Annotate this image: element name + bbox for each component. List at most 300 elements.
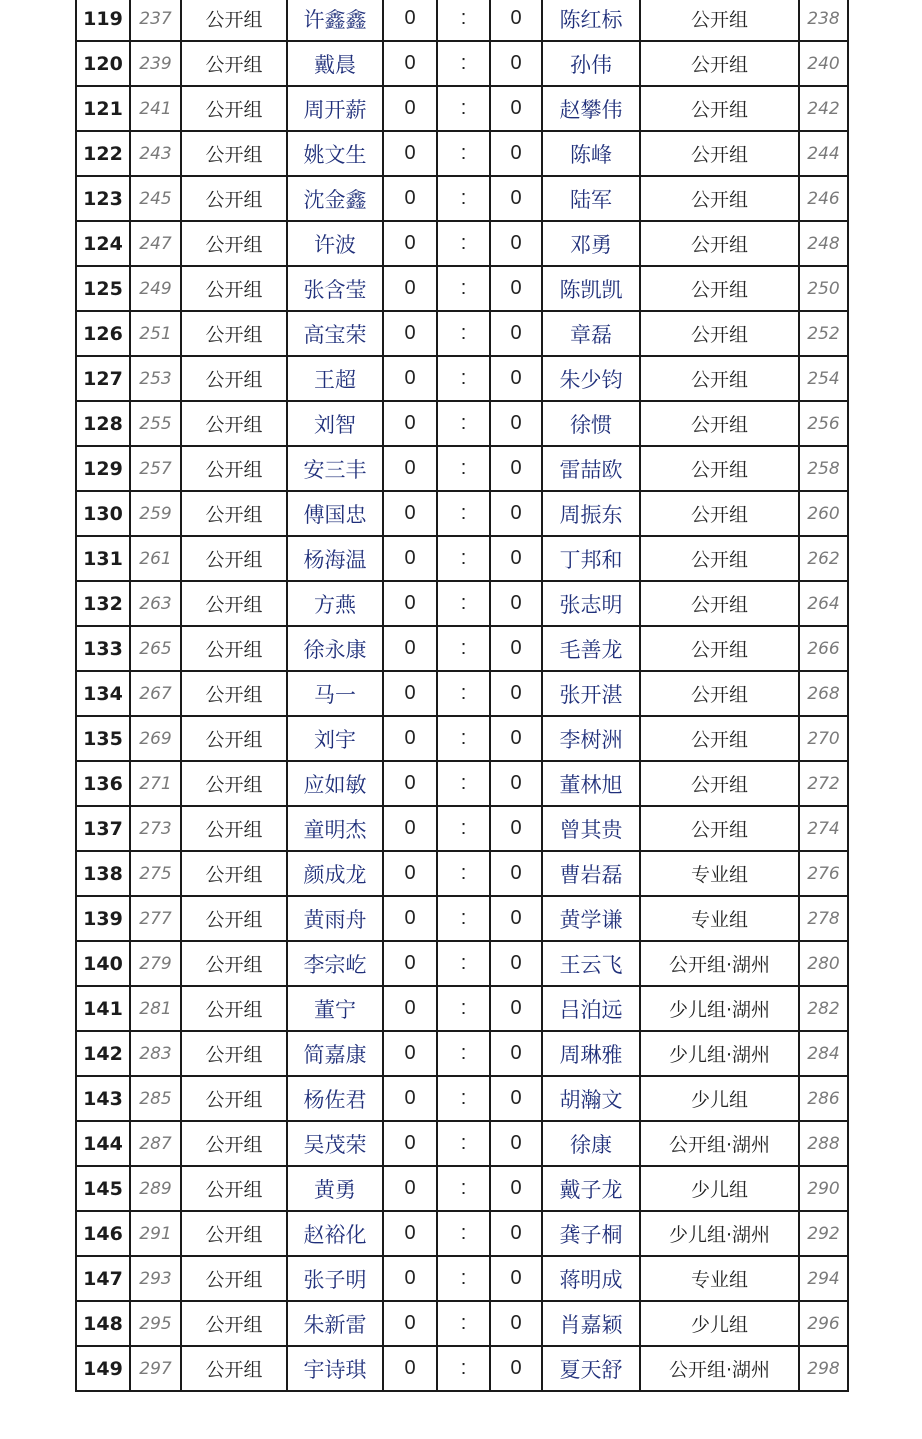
player-a-name: 童明杰 [287, 806, 383, 851]
player-b-name: 丁邦和 [542, 536, 640, 581]
table-row [76, 1301, 848, 1346]
player-b-group: 公开组 [640, 221, 799, 266]
player-a-seat: 261 [130, 536, 181, 581]
player-b-group: 公开组 [640, 131, 799, 176]
player-b-name: 龚子桐 [542, 1211, 640, 1256]
score-separator: : [437, 806, 490, 851]
player-b-name: 张开湛 [542, 671, 640, 716]
table-row [76, 851, 848, 896]
player-b-score: 0 [490, 806, 542, 851]
table-row [76, 356, 848, 401]
player-a-name: 沈金鑫 [287, 176, 383, 221]
player-a-name: 赵裕化 [287, 1211, 383, 1256]
player-a-seat: 239 [130, 41, 181, 86]
player-b-score: 0 [490, 176, 542, 221]
score-separator: : [437, 0, 490, 41]
player-a-name: 张子明 [287, 1256, 383, 1301]
player-a-seat: 277 [130, 896, 181, 941]
table-row [76, 176, 848, 221]
player-a-group: 公开组 [181, 716, 287, 761]
player-b-group: 公开组 [640, 41, 799, 86]
match-number: 129 [76, 446, 130, 491]
table-row [76, 1256, 848, 1301]
match-number: 140 [76, 941, 130, 986]
table-row [76, 1166, 848, 1211]
player-b-group: 公开组 [640, 86, 799, 131]
player-a-group: 公开组 [181, 0, 287, 41]
table-row [76, 1121, 848, 1166]
player-a-name: 戴晨 [287, 41, 383, 86]
score-separator: : [437, 1301, 490, 1346]
player-a-name: 应如敏 [287, 761, 383, 806]
player-b-score: 0 [490, 131, 542, 176]
table-row [76, 716, 848, 761]
player-b-group: 少儿组 [640, 1166, 799, 1211]
table-row [76, 311, 848, 356]
player-a-seat: 249 [130, 266, 181, 311]
player-a-seat: 245 [130, 176, 181, 221]
match-number: 149 [76, 1346, 130, 1391]
match-number: 122 [76, 131, 130, 176]
player-b-score: 0 [490, 536, 542, 581]
player-b-group: 公开组 [640, 401, 799, 446]
table-body [76, 0, 848, 1391]
score-separator: : [437, 941, 490, 986]
player-b-name: 夏天舒 [542, 1346, 640, 1391]
player-a-score: 0 [383, 671, 437, 716]
player-a-score: 0 [383, 896, 437, 941]
player-b-group: 公开组 [640, 536, 799, 581]
player-a-score: 0 [383, 581, 437, 626]
match-number: 133 [76, 626, 130, 671]
player-a-seat: 255 [130, 401, 181, 446]
player-b-score: 0 [490, 1211, 542, 1256]
player-a-group: 公开组 [181, 491, 287, 536]
player-b-name: 张志明 [542, 581, 640, 626]
score-separator: : [437, 491, 490, 536]
player-a-name: 杨佐君 [287, 1076, 383, 1121]
player-a-seat: 251 [130, 311, 181, 356]
score-separator: : [437, 311, 490, 356]
player-a-name: 刘宇 [287, 716, 383, 761]
match-number: 134 [76, 671, 130, 716]
player-b-name: 戴子龙 [542, 1166, 640, 1211]
player-b-score: 0 [490, 716, 542, 761]
table-row [76, 131, 848, 176]
score-separator: : [437, 626, 490, 671]
player-a-seat: 289 [130, 1166, 181, 1211]
match-number: 119 [76, 0, 130, 41]
player-b-seat: 264 [799, 581, 848, 626]
player-b-score: 0 [490, 356, 542, 401]
player-a-group: 公开组 [181, 401, 287, 446]
score-separator: : [437, 41, 490, 86]
player-a-seat: 283 [130, 1031, 181, 1076]
player-b-seat: 260 [799, 491, 848, 536]
player-b-name: 朱少钧 [542, 356, 640, 401]
match-number: 132 [76, 581, 130, 626]
player-b-score: 0 [490, 491, 542, 536]
score-separator: : [437, 401, 490, 446]
player-a-name: 周开薪 [287, 86, 383, 131]
player-b-score: 0 [490, 761, 542, 806]
score-separator: : [437, 131, 490, 176]
player-b-seat: 254 [799, 356, 848, 401]
player-b-name: 周琳雅 [542, 1031, 640, 1076]
player-a-name: 杨海温 [287, 536, 383, 581]
player-b-name: 陈凯凯 [542, 266, 640, 311]
player-a-name: 傅国忠 [287, 491, 383, 536]
player-b-seat: 280 [799, 941, 848, 986]
player-b-seat: 290 [799, 1166, 848, 1211]
score-separator: : [437, 1031, 490, 1076]
player-b-name: 曾其贵 [542, 806, 640, 851]
player-b-group: 公开组 [640, 626, 799, 671]
player-a-score: 0 [383, 1031, 437, 1076]
score-separator: : [437, 446, 490, 491]
player-b-group: 公开组 [640, 761, 799, 806]
player-b-group: 公开组·湖州 [640, 941, 799, 986]
match-number: 142 [76, 1031, 130, 1076]
pairing-table [75, 0, 849, 1392]
player-a-score: 0 [383, 311, 437, 356]
player-a-score: 0 [383, 986, 437, 1031]
match-number: 120 [76, 41, 130, 86]
player-a-score: 0 [383, 1346, 437, 1391]
player-a-seat: 247 [130, 221, 181, 266]
player-b-name: 吕泊远 [542, 986, 640, 1031]
player-b-seat: 238 [799, 0, 848, 41]
player-a-score: 0 [383, 1256, 437, 1301]
player-b-score: 0 [490, 0, 542, 41]
player-a-name: 许波 [287, 221, 383, 266]
match-number: 143 [76, 1076, 130, 1121]
score-separator: : [437, 671, 490, 716]
player-a-name: 许鑫鑫 [287, 0, 383, 41]
player-b-score: 0 [490, 1346, 542, 1391]
table-row [76, 986, 848, 1031]
player-b-group: 公开组 [640, 0, 799, 41]
table-row [76, 581, 848, 626]
player-b-seat: 284 [799, 1031, 848, 1076]
player-b-seat: 252 [799, 311, 848, 356]
player-a-name: 颜成龙 [287, 851, 383, 896]
player-a-group: 公开组 [181, 896, 287, 941]
player-b-seat: 276 [799, 851, 848, 896]
player-a-score: 0 [383, 86, 437, 131]
player-a-group: 公开组 [181, 626, 287, 671]
table-row [76, 1031, 848, 1076]
table-row [76, 896, 848, 941]
player-b-group: 公开组 [640, 356, 799, 401]
player-b-group: 公开组 [640, 716, 799, 761]
player-b-score: 0 [490, 41, 542, 86]
player-a-group: 公开组 [181, 176, 287, 221]
player-b-seat: 272 [799, 761, 848, 806]
table-row [76, 491, 848, 536]
player-a-name: 朱新雷 [287, 1301, 383, 1346]
player-a-group: 公开组 [181, 221, 287, 266]
player-a-seat: 265 [130, 626, 181, 671]
player-b-group: 公开组 [640, 581, 799, 626]
match-number: 136 [76, 761, 130, 806]
player-b-seat: 248 [799, 221, 848, 266]
player-a-group: 公开组 [181, 1031, 287, 1076]
player-a-seat: 243 [130, 131, 181, 176]
player-a-name: 张含莹 [287, 266, 383, 311]
player-b-score: 0 [490, 1121, 542, 1166]
score-separator: : [437, 1076, 490, 1121]
player-b-name: 蒋明成 [542, 1256, 640, 1301]
player-a-score: 0 [383, 941, 437, 986]
player-a-group: 公开组 [181, 266, 287, 311]
player-b-score: 0 [490, 221, 542, 266]
player-a-score: 0 [383, 221, 437, 266]
player-b-name: 胡瀚文 [542, 1076, 640, 1121]
player-b-score: 0 [490, 851, 542, 896]
player-b-seat: 278 [799, 896, 848, 941]
player-a-group: 公开组 [181, 581, 287, 626]
player-b-score: 0 [490, 401, 542, 446]
player-a-seat: 287 [130, 1121, 181, 1166]
player-a-score: 0 [383, 1166, 437, 1211]
table-row [76, 806, 848, 851]
player-a-group: 公开组 [181, 851, 287, 896]
player-a-score: 0 [383, 851, 437, 896]
match-number: 145 [76, 1166, 130, 1211]
table-row [76, 266, 848, 311]
match-number: 144 [76, 1121, 130, 1166]
player-b-score: 0 [490, 1166, 542, 1211]
player-b-name: 孙伟 [542, 41, 640, 86]
player-a-name: 马一 [287, 671, 383, 716]
player-b-group: 公开组·湖州 [640, 1346, 799, 1391]
table-row [76, 41, 848, 86]
player-a-score: 0 [383, 0, 437, 41]
player-b-seat: 294 [799, 1256, 848, 1301]
player-b-group: 专业组 [640, 1256, 799, 1301]
player-a-score: 0 [383, 1121, 437, 1166]
player-a-name: 宇诗琪 [287, 1346, 383, 1391]
player-a-seat: 281 [130, 986, 181, 1031]
player-a-name: 简嘉康 [287, 1031, 383, 1076]
player-b-score: 0 [490, 986, 542, 1031]
player-b-score: 0 [490, 1256, 542, 1301]
player-a-score: 0 [383, 806, 437, 851]
player-a-score: 0 [383, 491, 437, 536]
player-a-score: 0 [383, 446, 437, 491]
match-number: 130 [76, 491, 130, 536]
player-a-name: 刘智 [287, 401, 383, 446]
player-b-seat: 292 [799, 1211, 848, 1256]
player-b-score: 0 [490, 1031, 542, 1076]
player-a-name: 高宝荣 [287, 311, 383, 356]
player-a-name: 姚文生 [287, 131, 383, 176]
score-separator: : [437, 1166, 490, 1211]
player-a-name: 王超 [287, 356, 383, 401]
player-b-name: 邓勇 [542, 221, 640, 266]
player-a-seat: 273 [130, 806, 181, 851]
score-separator: : [437, 221, 490, 266]
player-a-seat: 259 [130, 491, 181, 536]
score-separator: : [437, 356, 490, 401]
player-a-seat: 253 [130, 356, 181, 401]
player-a-score: 0 [383, 356, 437, 401]
player-b-name: 董林旭 [542, 761, 640, 806]
player-b-group: 公开组 [640, 491, 799, 536]
player-b-name: 肖嘉颖 [542, 1301, 640, 1346]
player-b-name: 李树洲 [542, 716, 640, 761]
match-number: 146 [76, 1211, 130, 1256]
score-separator: : [437, 176, 490, 221]
player-b-score: 0 [490, 896, 542, 941]
player-a-seat: 295 [130, 1301, 181, 1346]
player-a-group: 公开组 [181, 1121, 287, 1166]
player-b-group: 少儿组 [640, 1076, 799, 1121]
player-a-group: 公开组 [181, 311, 287, 356]
table-row [76, 1211, 848, 1256]
match-number: 147 [76, 1256, 130, 1301]
player-a-score: 0 [383, 761, 437, 806]
player-b-score: 0 [490, 671, 542, 716]
player-a-score: 0 [383, 176, 437, 221]
score-separator: : [437, 1121, 490, 1166]
player-a-group: 公开组 [181, 536, 287, 581]
player-a-seat: 257 [130, 446, 181, 491]
player-b-group: 公开组 [640, 446, 799, 491]
score-separator: : [437, 536, 490, 581]
score-separator: : [437, 86, 490, 131]
table-row [76, 671, 848, 716]
player-a-score: 0 [383, 131, 437, 176]
match-number: 135 [76, 716, 130, 761]
player-b-seat: 240 [799, 41, 848, 86]
player-b-name: 陈峰 [542, 131, 640, 176]
player-b-name: 章磊 [542, 311, 640, 356]
match-number: 148 [76, 1301, 130, 1346]
player-a-group: 公开组 [181, 446, 287, 491]
player-b-score: 0 [490, 266, 542, 311]
score-separator: : [437, 761, 490, 806]
player-a-group: 公开组 [181, 941, 287, 986]
player-a-seat: 297 [130, 1346, 181, 1391]
table-row [76, 86, 848, 131]
player-b-name: 周振东 [542, 491, 640, 536]
table-row [76, 1076, 848, 1121]
player-b-group: 少儿组·湖州 [640, 986, 799, 1031]
player-a-seat: 237 [130, 0, 181, 41]
player-b-score: 0 [490, 446, 542, 491]
player-b-group: 公开组·湖州 [640, 1121, 799, 1166]
player-a-name: 安三丰 [287, 446, 383, 491]
score-separator: : [437, 1211, 490, 1256]
player-a-seat: 293 [130, 1256, 181, 1301]
score-separator: : [437, 986, 490, 1031]
table-row [76, 1346, 848, 1391]
player-a-score: 0 [383, 401, 437, 446]
player-a-group: 公开组 [181, 131, 287, 176]
player-a-group: 公开组 [181, 356, 287, 401]
player-a-seat: 241 [130, 86, 181, 131]
player-b-name: 毛善龙 [542, 626, 640, 671]
player-a-score: 0 [383, 1076, 437, 1121]
player-b-name: 陈红标 [542, 0, 640, 41]
player-b-group: 少儿组 [640, 1301, 799, 1346]
player-a-score: 0 [383, 716, 437, 761]
player-a-score: 0 [383, 626, 437, 671]
player-a-group: 公开组 [181, 1211, 287, 1256]
player-a-name: 黄勇 [287, 1166, 383, 1211]
player-a-seat: 285 [130, 1076, 181, 1121]
player-b-name: 雷喆欧 [542, 446, 640, 491]
player-a-seat: 263 [130, 581, 181, 626]
player-b-seat: 256 [799, 401, 848, 446]
player-b-seat: 246 [799, 176, 848, 221]
player-b-name: 赵攀伟 [542, 86, 640, 131]
table-row [76, 221, 848, 266]
player-b-group: 公开组 [640, 671, 799, 716]
table-row [76, 401, 848, 446]
player-a-group: 公开组 [181, 986, 287, 1031]
match-number: 126 [76, 311, 130, 356]
player-b-group: 公开组 [640, 266, 799, 311]
player-b-seat: 286 [799, 1076, 848, 1121]
score-separator: : [437, 896, 490, 941]
score-separator: : [437, 1256, 490, 1301]
match-number: 121 [76, 86, 130, 131]
match-number: 124 [76, 221, 130, 266]
player-a-seat: 275 [130, 851, 181, 896]
player-b-seat: 288 [799, 1121, 848, 1166]
player-b-group: 少儿组·湖州 [640, 1211, 799, 1256]
player-b-seat: 262 [799, 536, 848, 581]
player-b-score: 0 [490, 311, 542, 356]
table-row [76, 0, 848, 41]
match-number: 137 [76, 806, 130, 851]
player-a-name: 吴茂荣 [287, 1121, 383, 1166]
match-number: 127 [76, 356, 130, 401]
player-b-name: 曹岩磊 [542, 851, 640, 896]
score-separator: : [437, 851, 490, 896]
player-b-group: 专业组 [640, 896, 799, 941]
player-b-seat: 298 [799, 1346, 848, 1391]
player-a-score: 0 [383, 1211, 437, 1256]
player-a-seat: 279 [130, 941, 181, 986]
player-b-seat: 274 [799, 806, 848, 851]
player-a-group: 公开组 [181, 761, 287, 806]
player-a-seat: 271 [130, 761, 181, 806]
match-number: 123 [76, 176, 130, 221]
player-b-seat: 242 [799, 86, 848, 131]
player-a-group: 公开组 [181, 1076, 287, 1121]
player-a-group: 公开组 [181, 806, 287, 851]
score-separator: : [437, 716, 490, 761]
player-a-score: 0 [383, 266, 437, 311]
score-separator: : [437, 1346, 490, 1391]
player-a-group: 公开组 [181, 41, 287, 86]
table-row [76, 536, 848, 581]
match-number: 128 [76, 401, 130, 446]
player-a-group: 公开组 [181, 86, 287, 131]
table-row [76, 446, 848, 491]
score-separator: : [437, 266, 490, 311]
player-b-seat: 270 [799, 716, 848, 761]
player-b-name: 王云飞 [542, 941, 640, 986]
player-b-name: 陆军 [542, 176, 640, 221]
player-b-group: 公开组 [640, 176, 799, 221]
table-row [76, 941, 848, 986]
player-a-score: 0 [383, 41, 437, 86]
